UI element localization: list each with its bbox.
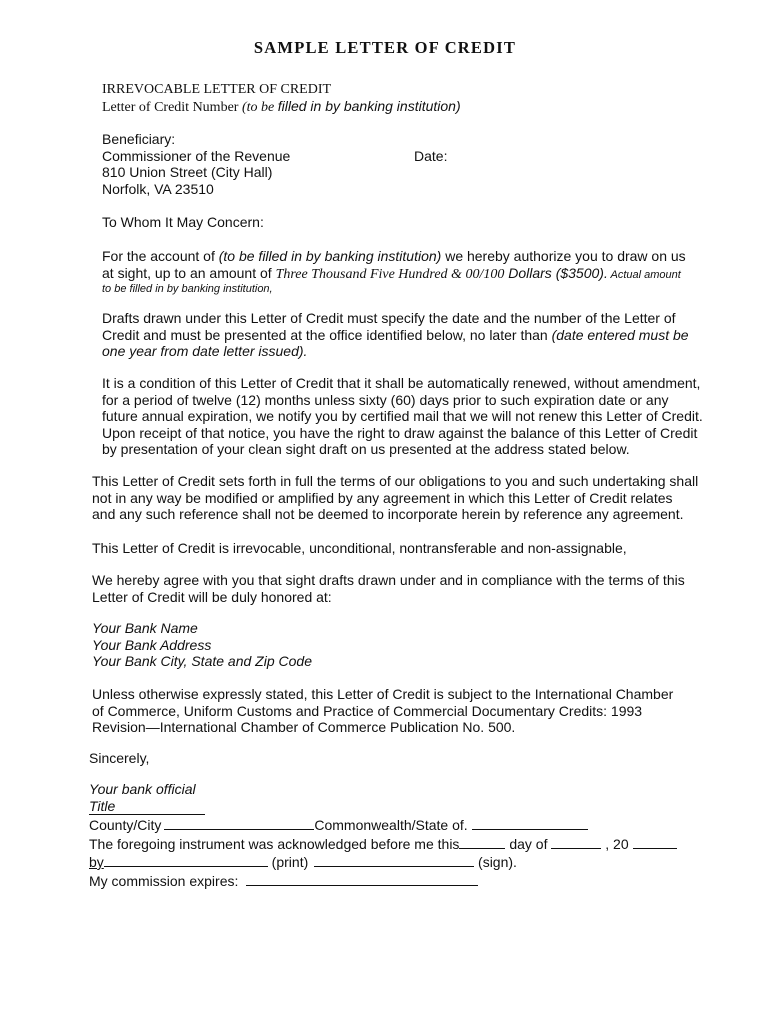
p3-l3: future annual expiration, we notify you by certified mail that we will not renew this Letter of Credit.: [102, 408, 703, 424]
sign-blank: [314, 852, 474, 867]
paragraph-drafts: [102, 310, 752, 360]
paragraph-renewal: [102, 375, 703, 458]
paragraph-account: [102, 248, 742, 295]
p1-h: to be filled in by banking institution,: [102, 283, 273, 295]
paragraph-terms: [92, 473, 698, 523]
credit-number-hint-b: filled in by banking institution): [277, 98, 461, 114]
greeting: To Whom It May Concern:: [102, 214, 264, 230]
date-label: Date:: [414, 148, 448, 164]
credit-number-line: [102, 98, 461, 116]
p2-l2b: (date entered must be: [551, 326, 689, 343]
paragraph-agree: [92, 572, 685, 605]
beneficiary-city: Norfolk, VA 23510: [102, 180, 214, 197]
bank-name: Your Bank Name: [92, 620, 198, 636]
commission-blank: [246, 871, 478, 886]
title-line: [89, 798, 205, 816]
p7-l2: of Commerce, Uniform Customs and Practice of Commercial Documentary Credits: 1993: [92, 702, 643, 719]
ack-label: The foregoing instrument was acknowledged before me this: [89, 835, 460, 852]
p6-l2: Letter of Credit will be duly honored at:: [92, 588, 332, 605]
beneficiary-name: Commissioner of the Revenue: [102, 147, 291, 164]
p1-d: at sight, up to an amount of: [102, 264, 276, 281]
p1-a: For the account of: [102, 248, 219, 264]
ack-day-label: day of: [505, 835, 552, 852]
p7-l1: Unless otherwise expressly stated, this Letter of Credit is subject to the International Chamber: [92, 686, 674, 702]
bank-address: Your Bank Address: [92, 636, 212, 653]
ack-year-label: , 20: [601, 835, 633, 852]
amount-words: Three Thousand Five Hundred & 00/100: [275, 266, 505, 282]
bank-city: Your Bank City, State and Zip Code: [92, 653, 312, 669]
ack-month-blank: [551, 834, 601, 849]
p1-b: (to be filled in by banking institution): [218, 248, 442, 264]
paragraph-irrevocable: This Letter of Credit is irrevocable, unconditional, nontransferable and non-assignable,: [92, 540, 627, 556]
letter-heading: IRREVOCABLE LETTER OF CREDIT: [102, 82, 332, 97]
p3-l1: It is a condition of this Letter of Credit that it shall be automatically renewed, without amendment,: [102, 375, 701, 391]
ack-year-blank: [633, 834, 677, 849]
beneficiary-label: Beneficiary:: [102, 131, 176, 147]
credit-number-hint-a: (to be: [241, 100, 278, 115]
closing: Sincerely,: [89, 750, 150, 766]
by-print-blank: [104, 852, 268, 867]
print-label: (print): [267, 854, 313, 870]
beneficiary-street: 810 Union Street (City Hall): [102, 164, 273, 180]
p3-l4: Upon receipt of that notice, you have the right to draw against the balance of this Letter of Credit: [102, 424, 698, 441]
p1-g: Actual amount: [607, 268, 681, 281]
sign-label: (sign).: [474, 854, 517, 870]
county-blank: [164, 815, 314, 830]
county-label: County/City: [89, 817, 162, 833]
amount-dollars: Dollars ($3500).: [504, 264, 608, 281]
commission-label: My commission expires:: [89, 872, 243, 889]
commonwealth-blank: [472, 815, 588, 830]
ack-day-blank: [459, 834, 505, 849]
commonwealth-label: Commonwealth/State of.: [314, 817, 468, 833]
beneficiary-block: [102, 131, 290, 197]
p3-l2: for a period of twelve (12) months unless sixty (60) days prior to such expiration date or any: [102, 391, 669, 408]
signature-block: [89, 781, 729, 889]
p7-l3: Revision—International Chamber of Commerce Publication No. 500.: [92, 719, 516, 735]
p3-l5: by presentation of your clean sight draft on us presented at the address stated below.: [102, 441, 630, 457]
p4-l2: not in any way be modified or amplified by any agreement in which this Letter of Credit relates: [92, 489, 673, 506]
bank-block: [92, 620, 312, 670]
paragraph-icc: [92, 686, 673, 736]
by-label: by: [89, 854, 104, 870]
p1-c: we hereby authorize you to draw on us: [441, 248, 686, 264]
title-label: Title: [89, 797, 116, 814]
p4-l1: This Letter of Credit sets forth in full the terms of our obligations to you and such undertaking shall: [92, 473, 699, 489]
document-title: SAMPLE LETTER OF CREDIT: [253, 38, 517, 57]
p6-l1: We hereby agree with you that sight drafts drawn under and in compliance with the terms of this: [92, 572, 685, 588]
bank-official: Your bank official: [89, 781, 196, 797]
p4-l3: and any such reference shall not be deemed to incorporate herein by reference any agreement.: [92, 506, 684, 522]
p2-l2a: Credit and must be presented at the office identified below, no later than: [102, 326, 552, 343]
p2-l1: Drafts drawn under this Letter of Credit must specify the date and the number of the Letter of: [102, 310, 676, 326]
p2-l3: one year from date letter issued).: [102, 343, 308, 359]
credit-number-label: Letter of Credit Number: [102, 100, 242, 115]
